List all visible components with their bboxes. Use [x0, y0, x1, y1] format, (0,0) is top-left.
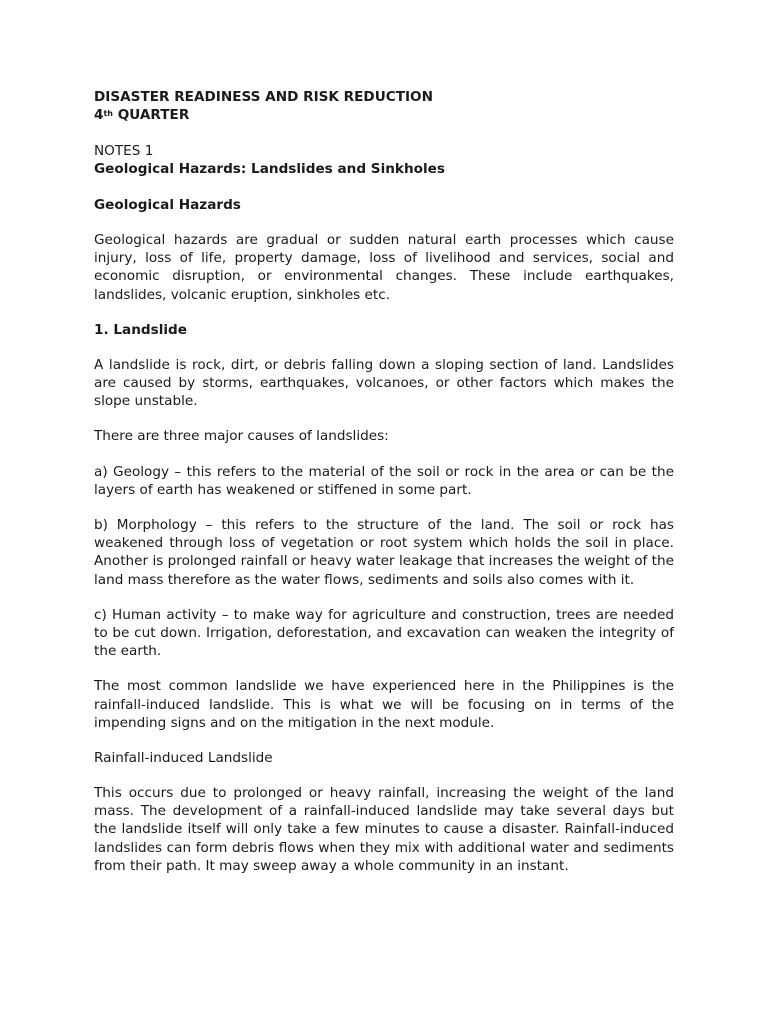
- intro-paragraph: Geological hazards are gradual or sudden natural earth processes which cause injury, loss of life, property damage, loss of livelihood and services, social and economic disruption, or environmental changes. These include earthquakes, landslides, volcanic eruption, sinkholes etc.: [94, 232, 674, 303]
- rainfall-paragraph: This occurs due to prolonged or heavy rainfall, increasing the weight of the land mass. The development of a rainfall-induced landslide may take several days but the landslide itself will only take a few minutes to cause a disaster. Rainfall-induced landslides can form debris flows when they mix with additional water and sediments from their path. It may sweep away a whole community in an instant.: [94, 785, 674, 874]
- philippines-paragraph: The most common landslide we have experienced here in the Philippines is the rainfall-induced landslide. This is what we will be focusing on in terms of the impending signs and on the mitigation in the next module.: [94, 678, 674, 731]
- quarter-label: QUARTER: [117, 107, 190, 123]
- document-page: [94, 88, 674, 892]
- quarter-number: 4: [94, 107, 104, 123]
- section-heading: Geological Hazards: [94, 197, 241, 213]
- notes-block: [94, 142, 674, 178]
- rainfall-heading: Rainfall-induced Landslide: [94, 750, 273, 767]
- quarter-label-line: [94, 106, 674, 124]
- notes-label: NOTES 1: [94, 143, 154, 159]
- causes-intro: There are three major causes of landslides:: [94, 428, 389, 445]
- notes-title: Geological Hazards: Landslides and Sinkholes: [94, 161, 445, 177]
- course-title: DISASTER READINESS AND RISK REDUCTION: [94, 89, 433, 105]
- landslide-heading: 1. Landslide: [94, 321, 187, 338]
- quarter-suffix: th: [103, 109, 113, 118]
- landslide-definition: A landslide is rock, dirt, or debris falling down a sloping section of land. Landslides are caused by storms, earthquakes, volcanoes, or other factors which makes the slope unstable.: [94, 356, 674, 410]
- cause-b-paragraph: b) Morphology – this refers to the structure of the land. The soil or rock has weakened through loss of vegetation or root system which holds the soil in place. Another is prolonged rainfall or heavy water leakage that increases the weight of the land mass therefore as the water flows, sediments and soils also comes with it.: [94, 517, 674, 588]
- cause-a-paragraph: a) Geology – this refers to the material of the soil or rock in the area or can be the layers of earth has weakened or stiffened in some part.: [94, 463, 674, 498]
- title-block: [94, 88, 674, 124]
- cause-c-paragraph: c) Human activity – to make way for agriculture and construction, trees are needed to be cut down. Irrigation, deforestation, and excavation can weaken the integrity of the earth.: [94, 606, 674, 660]
